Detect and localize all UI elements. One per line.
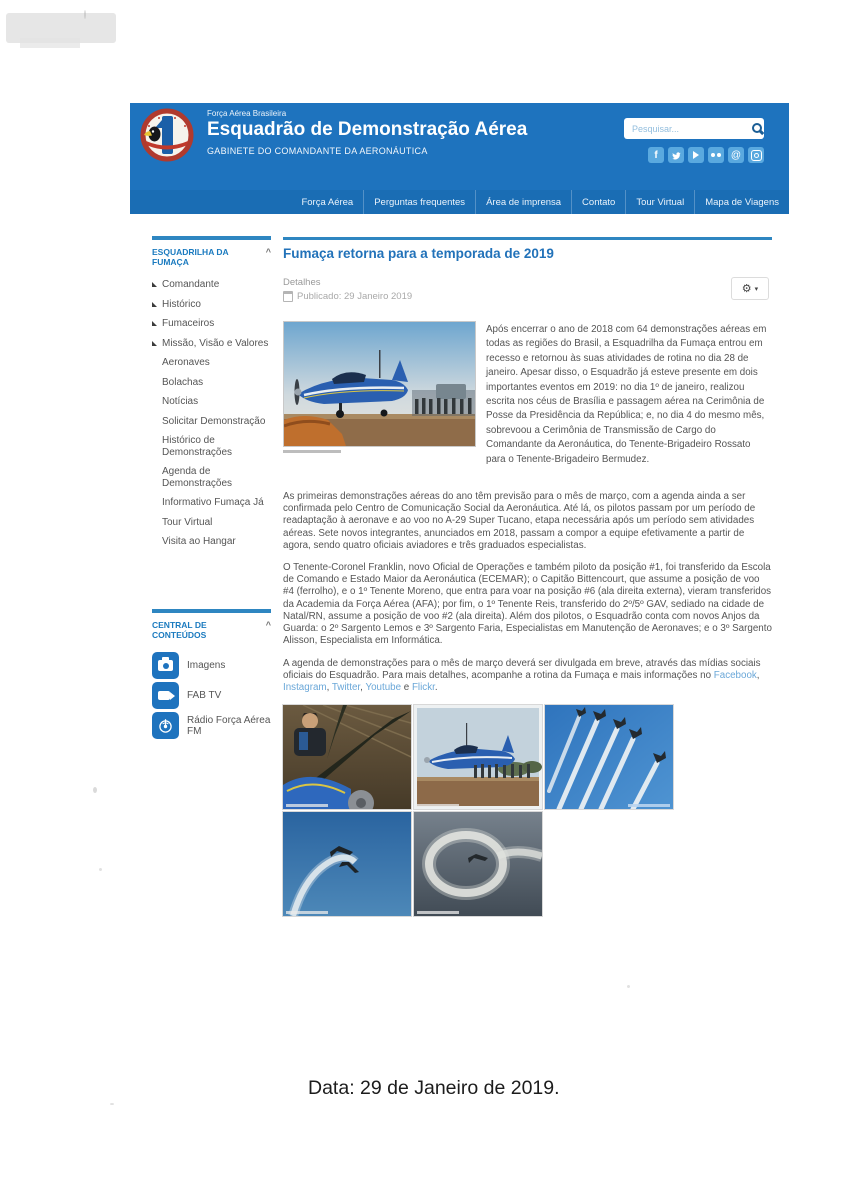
main-nav xyxy=(130,190,789,214)
twitter-icon[interactable] xyxy=(668,147,684,163)
article-accent-bar xyxy=(283,237,772,240)
scan-speck xyxy=(93,787,97,793)
photo-credit-smudge xyxy=(283,450,341,453)
nav-item-area-de-imprensa[interactable]: Área de imprensa xyxy=(475,190,571,214)
scan-speck xyxy=(110,1103,114,1105)
sidebar xyxy=(152,236,271,737)
scan-date-note: Data: 29 de Janeiro de 2019. xyxy=(308,1077,560,1099)
sidebar-panel-esquadrilha xyxy=(152,236,271,548)
submenu-triangle-icon xyxy=(152,302,157,307)
nav-item-perguntas-frequentes[interactable]: Perguntas frequentes xyxy=(363,190,475,214)
calendar-icon xyxy=(283,291,293,302)
nav-item-contato[interactable]: Contato xyxy=(571,190,625,214)
published-line xyxy=(283,291,772,302)
article-tools-button[interactable] xyxy=(731,277,769,300)
photo-credit-smudge xyxy=(628,804,670,807)
sidebar-item-bolachas[interactable]: Bolachas xyxy=(162,376,204,388)
article-main-photo xyxy=(283,321,476,467)
content-shortcuts xyxy=(152,652,271,739)
article-paragraph-1: Após encerrar o ano de 2018 com 64 demonstrações aéreas em todas as regiões do Brasil, a Esquadrilha da Fumaça entrou em recesso e retornou às suas atividades de rotina no dia 28 de janeiro. Apesar disso, o Esquadrão já esteve presente em dois importantes eventos em 2019: no dia 1º de janeiro, realizou escrita nos céus de Brasília e passagem aérea na Cerimônia de Posse da Presidência da República; e, no dia 4 do mesmo mês, sobrevoou a Cerimônia de Transmissão de Cargo do Comandante da Aeronáutica, do Tenente-Brigadeiro Rossato para o Tenente-Brigadeiro Bermudez. xyxy=(486,324,767,465)
shortcut-fab-tv[interactable]: FAB TV xyxy=(152,682,271,709)
sidebar-item-comandante[interactable]: Comandante xyxy=(152,279,271,291)
caret-down-icon: ▾ xyxy=(754,284,759,293)
grid-photo-2[interactable] xyxy=(414,705,542,809)
chevron-up-icon[interactable]: ^ xyxy=(265,620,271,630)
youtube-link[interactable]: Youtube xyxy=(365,681,402,693)
scan-speck xyxy=(627,985,630,988)
sidebar-item-missao-visao-valores[interactable]: Missão, Visão e Valores xyxy=(152,338,271,350)
photo-grid xyxy=(283,705,675,916)
nav-item-mapa-de-viagens[interactable]: Mapa de Viagens xyxy=(694,190,789,214)
sidebar-item-aeronaves[interactable]: Aeronaves xyxy=(162,357,210,368)
sidebar-item-solicitar-demonstracao[interactable]: Solicitar Demonstração xyxy=(162,415,266,427)
grid-photo-4[interactable] xyxy=(283,812,411,916)
search-input[interactable] xyxy=(630,123,751,135)
sidebar-item-noticias[interactable]: Notícias xyxy=(162,396,199,407)
submenu-triangle-icon xyxy=(152,321,157,326)
shortcut-radio-forca-aerea[interactable]: Rádio Força Aérea FM xyxy=(152,712,271,739)
header-bar xyxy=(130,103,789,190)
sidebar-item-agenda-de-demonstracoes[interactable]: Agenda de Demonstrações xyxy=(162,466,233,489)
sidebar-panel-central-de-conteudos xyxy=(152,609,271,742)
panel-header-esquadrilha[interactable] xyxy=(152,248,271,267)
at-icon[interactable]: @ xyxy=(728,147,744,163)
site-subtitle: GABINETE DO COMANDANTE DA AERONÁUTICA xyxy=(207,146,428,156)
nav-item-forca-aerea[interactable]: Força Aérea xyxy=(301,196,354,208)
grid-photo-3[interactable] xyxy=(545,705,673,809)
sidebar-item-informativo-fumaca-ja[interactable]: Informativo Fumaça Já xyxy=(162,497,264,508)
photo-credit-smudge xyxy=(286,911,328,914)
scan-speck xyxy=(99,868,102,871)
facebook-icon[interactable]: f xyxy=(648,147,664,163)
sidebar-menu xyxy=(152,279,271,548)
sidebar-item-fumaceiros[interactable]: Fumaceiros xyxy=(152,318,271,330)
article-lead xyxy=(283,321,772,467)
sidebar-item-visita-ao-hangar[interactable]: Visita ao Hangar xyxy=(162,536,236,547)
flickr-icon[interactable] xyxy=(708,147,724,163)
flickr-link[interactable]: Flickr xyxy=(411,681,435,693)
nav-item-tour-virtual[interactable]: Tour Virtual xyxy=(625,190,694,214)
video-camera-icon xyxy=(152,682,179,709)
header-text xyxy=(207,109,557,156)
site-pretitle: Força Aérea Brasileira xyxy=(207,109,287,118)
grid-photo-5[interactable] xyxy=(414,812,542,916)
squadron-logo[interactable] xyxy=(139,107,195,163)
article-title: Fumaça retorna para a temporada de 2019 xyxy=(283,246,554,261)
instagram-icon[interactable] xyxy=(748,147,764,163)
panel-header-central[interactable] xyxy=(152,621,271,640)
radio-antenna-icon xyxy=(152,712,179,739)
article-paragraph-2: As primeiras demonstrações aéreas do ano têm previsão para o mês de março, com a agenda ainda a ser confirmada pelo Centro de Comunicação Social da Aeronáutica. Até lá, os pilotos passam por um período de readaptação à aeronave e ao voo no A-29 Super Tucano, etapa necessária após um período sem atividades aéreas. Sete novos integrantes, anunciados em 2018, passam a compor a equipe efetivamente a partir de agora, sendo quatro oficiais aviadores e três graduados especialistas. xyxy=(283,491,756,551)
scan-smudge xyxy=(20,38,80,48)
chevron-up-icon[interactable]: ^ xyxy=(265,247,271,257)
published-date: Publicado: 29 Janeiro 2019 xyxy=(297,291,413,302)
instagram-link[interactable]: Instagram xyxy=(283,681,327,693)
social-links xyxy=(648,147,764,163)
photo-credit-smudge xyxy=(286,804,328,807)
twitter-link[interactable]: Twitter xyxy=(331,681,361,693)
youtube-icon[interactable] xyxy=(688,147,704,163)
camera-icon xyxy=(152,652,179,679)
site-title: Esquadrão de Demonstração Aérea xyxy=(207,119,528,140)
site-header xyxy=(130,103,789,214)
search-box xyxy=(624,118,764,139)
shortcut-imagens[interactable]: Imagens xyxy=(152,652,271,679)
article xyxy=(283,237,772,916)
panel-accent-bar xyxy=(152,236,271,240)
sidebar-item-historico-de-demonstracoes[interactable]: Histórico de Demonstrações xyxy=(162,435,233,458)
sidebar-item-historico[interactable]: Histórico xyxy=(152,299,271,311)
search-icon[interactable] xyxy=(751,122,764,135)
panel-title: ESQUADRILHA DA FUMAÇA xyxy=(152,247,229,267)
submenu-triangle-icon xyxy=(152,282,157,287)
scan-speck xyxy=(84,10,86,19)
photo-credit-smudge xyxy=(417,911,459,914)
sidebar-item-tour-virtual[interactable]: Tour Virtual xyxy=(162,516,213,528)
panel-title: CENTRAL DE CONTEÚDOS xyxy=(152,620,207,640)
grid-photo-1[interactable] xyxy=(283,705,411,809)
panel-accent-bar xyxy=(152,609,271,613)
submenu-triangle-icon xyxy=(152,341,157,346)
article-meta xyxy=(283,277,772,303)
facebook-link[interactable]: Facebook xyxy=(713,669,757,681)
photo-credit-smudge xyxy=(417,804,459,807)
details-label: Detalhes xyxy=(283,277,321,288)
article-paragraph-3: O Tenente-Coronel Franklin, novo Oficial de Operações e também piloto da posição #1, foi transferido da Escola de Comando e Estado Maior da Aeronáutica (ECEMAR); o Capitão Bittencourt, que assume a posição de voo #4 (ferrolho), e o 1º Tenente Moreno, que entra para voar na posição #6 (ala direita externa), vieram transferidos da Academia da Força Aérea (AFA); por fim, o 1º Tenente Reis, transferido do 2º/5º GAV, sediado na cidade de Natal/RN, assume a posição de voo #2 (ala direita). Além dos pilotos, o Esquadrão conta com novos Anjos da Guarda: o 2º Sargento Lemos e 3º Sargento Faria, Especialistas em Manutenção de Aeronaves; e o 3º Sargento Alisson, Especialista em Informática. xyxy=(283,562,772,647)
gear-icon: ⚙ xyxy=(741,282,752,295)
article-paragraph-4: A agenda de demonstrações para o mês de março deverá ser divulgada em breve, através das mídias sociais oficiais do Esquadrão. Para mais detalhes, acompanhe a rotina da Fumaça e mais informações no Facebook, Instagram, Twitter, Youtube e Flickr. xyxy=(283,657,761,693)
